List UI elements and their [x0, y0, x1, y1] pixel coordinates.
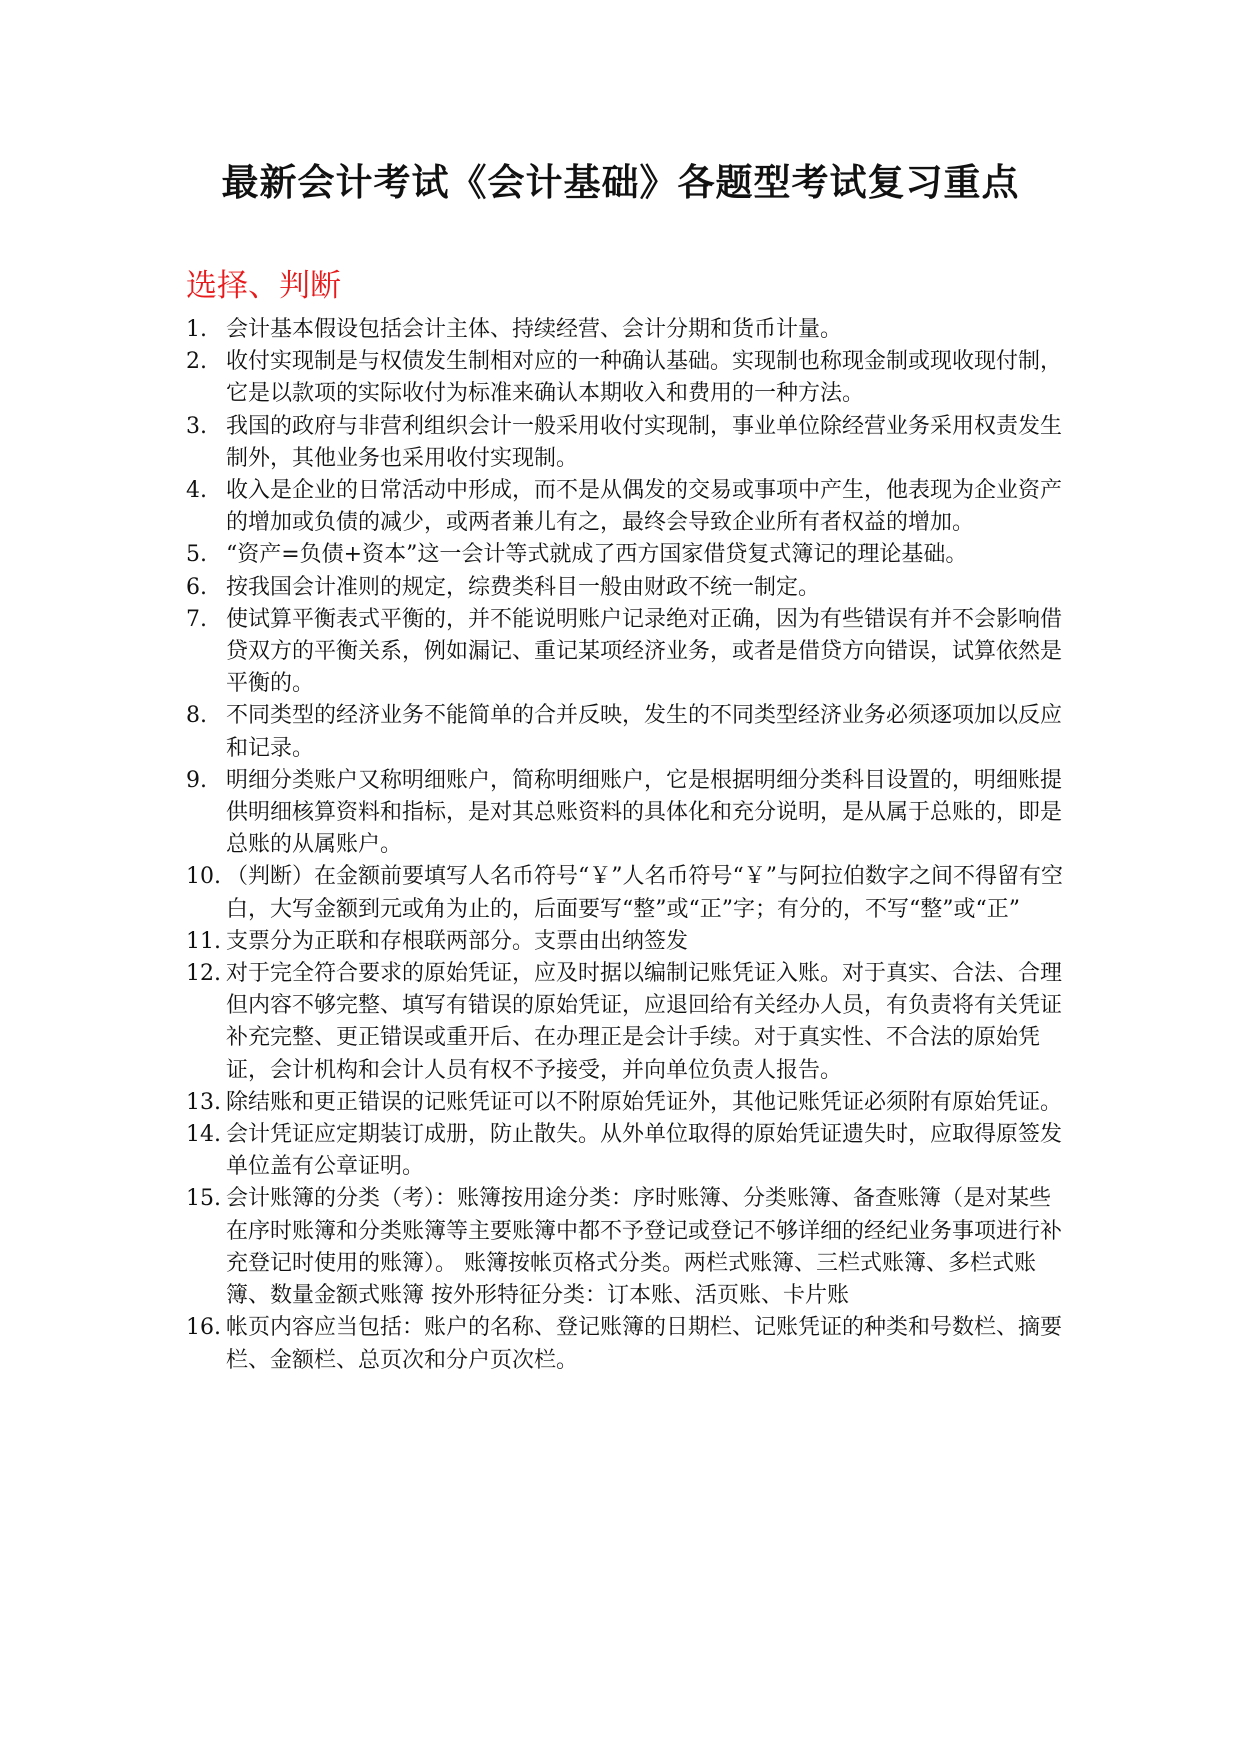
list-item-text: （判断）在金额前要填写人名币符号“￥”人名币符号“￥”与阿拉伯数字之间不得留有空白，大写金额到元或角为止的，后面要写“整”或“正”字；有分的，不写“整”或“正”	[226, 864, 1063, 922]
item-list	[186, 314, 1066, 1377]
list-item	[186, 1087, 1066, 1119]
list-item-number: 10.	[186, 864, 221, 890]
list-item-text: 支票分为正联和存根联两部分。支票由出纳签发	[226, 928, 689, 954]
list-item-number: 7.	[186, 606, 207, 632]
list-item	[186, 314, 1066, 346]
list-item-text: 会计账簿的分类（考）：账簿按用途分类：序时账簿、分类账簿、备查账簿（是对某些在序时账簿和分类账簿等主要账簿中都不予登记或登记不够详细的经纪业务事项进行补充登记时使用的账簿）。 账簿按帐页格式分类。两栏式账簿、三栏式账簿、多栏式账簿、数量金额式账簿 按外形特征分类：订本账、活页账、卡片账	[226, 1186, 1063, 1309]
list-item	[186, 1119, 1066, 1183]
list-item-number: 3.	[186, 413, 207, 439]
list-item-number: 6.	[186, 574, 207, 600]
list-item-text: “资产=负债+资本”这一会计等式就成了西方国家借贷复式簿记的理论基础。	[226, 542, 968, 568]
list-item-number: 12.	[186, 961, 221, 987]
list-item-number: 2.	[186, 349, 207, 375]
list-item	[186, 958, 1066, 1087]
list-item-number: 11.	[186, 928, 221, 954]
list-item-text: 帐页内容应当包括：账户的名称、登记账簿的日期栏、记账凭证的种类和号数栏、摘要栏、金额栏、总页次和分户页次栏。	[226, 1315, 1063, 1373]
list-item	[186, 1312, 1066, 1376]
list-item-text: 除结账和更正错误的记账凭证可以不附原始凭证外，其他记账凭证必须附有原始凭证。	[226, 1089, 1063, 1115]
list-item-text: 收入是企业的日常活动中形成，而不是从偶发的交易或事项中产生，他表现为企业资产的增加或负债的减少，或两者兼儿有之，最终会导致企业所有者权益的增加。	[226, 478, 1063, 536]
list-item-number: 16.	[186, 1315, 221, 1341]
section-heading: 选择、判断	[186, 268, 341, 304]
list-item	[186, 604, 1066, 701]
list-item-text: 对于完全符合要求的原始凭证，应及时据以编制记账凭证入账。对于真实、合法、合理但内容不够完整、填写有错误的原始凭证，应退回给有关经办人员，有负责将有关凭证补充完整、更正错误或重开后、在办理正是会计手续。对于真实性、不合法的原始凭证，会计机构和会计人员有权不予接受，并向单位负责人报告。	[226, 961, 1063, 1083]
list-item-text: 会计基本假设包括会计主体、持续经营、会计分期和货币计量。	[226, 317, 843, 342]
list-item-number: 13.	[186, 1089, 221, 1115]
list-item	[186, 765, 1066, 862]
list-item-text: 不同类型的经济业务不能简单的合并反映，发生的不同类型经济业务必须逐项加以反应和记录。	[226, 703, 1063, 761]
list-item-text: 会计凭证应定期装订成册，防止散失。从外单位取得的原始凭证遗失时，应取得原签发单位盖有公章证明。	[226, 1122, 1063, 1180]
list-item-number: 5.	[186, 542, 207, 568]
list-item	[186, 926, 1066, 958]
list-item-number: 14.	[186, 1122, 221, 1148]
list-item-text: 使试算平衡表式平衡的，并不能说明账户记录绝对正确，因为有些错误有并不会影响借贷双方的平衡关系，例如漏记、重记某项经济业务，或者是借贷方向错误，试算依然是平衡的。	[226, 606, 1063, 697]
list-item-text: 我国的政府与非营利组织会计一般采用收付实现制，事业单位除经营业务采用权责发生制外，其他业务也采用收付实现制。	[226, 413, 1063, 471]
list-item-number: 1.	[186, 317, 207, 342]
list-item	[186, 475, 1066, 539]
list-item-number: 4.	[186, 478, 207, 504]
list-item-number: 9.	[186, 767, 207, 793]
list-item	[186, 539, 1066, 571]
list-item-text: 收付实现制是与权债发生制相对应的一种确认基础。实现制也称现金制或现收现付制，它是以款项的实际收付为标准来确认本期收入和费用的一种方法。	[226, 349, 1063, 407]
list-item	[186, 700, 1066, 764]
list-item-text: 按我国会计准则的规定，综费类科目一般由财政不统一制定。	[226, 574, 821, 600]
list-item	[186, 572, 1066, 604]
list-item	[186, 861, 1066, 925]
document-title: 最新会计考试《会计基础》各题型考试复习重点	[221, 160, 1020, 204]
list-item-number: 8.	[186, 703, 207, 729]
list-item	[186, 346, 1066, 410]
list-item-number: 15.	[186, 1186, 221, 1212]
list-item	[186, 411, 1066, 475]
list-item	[186, 1183, 1066, 1312]
list-item-text: 明细分类账户又称明细账户，简称明细账户，它是根据明细分类科目设置的，明细账提供明细核算资料和指标，是对其总账资料的具体化和充分说明，是从属于总账的，即是总账的从属账户。	[226, 767, 1063, 858]
